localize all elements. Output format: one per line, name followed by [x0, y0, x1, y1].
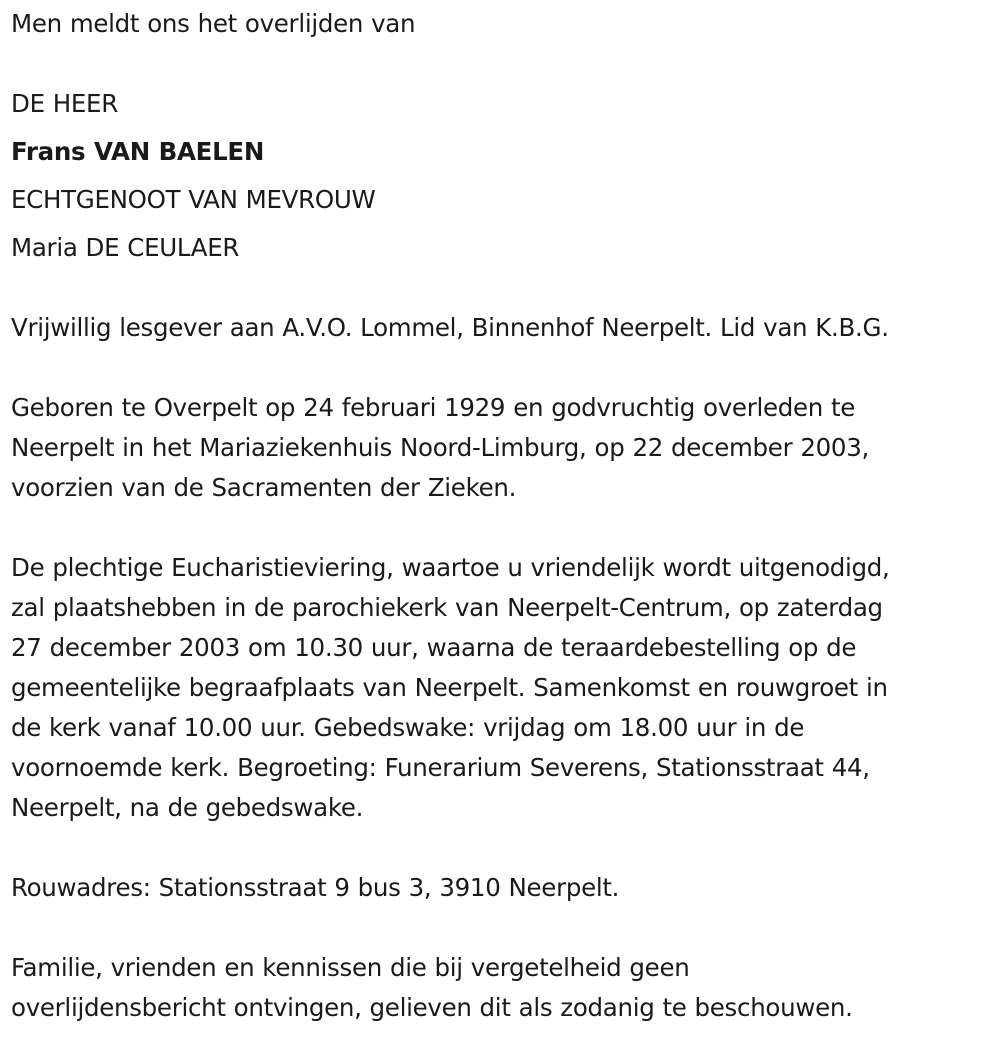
death-notice: [11, 4, 996, 1028]
paragraph-line: zal plaatshebben in de parochiekerk van Neerpelt-Centrum, op zaterdag: [11, 593, 883, 622]
closing-paragraph: [11, 948, 996, 1028]
paragraph-line: Geboren te Overpelt op 24 februari 1929 en godvruchtig overleden te: [11, 393, 856, 422]
paragraph-line: 27 december 2003 om 10.30 uur, waarna de teraardebestelling op de: [11, 633, 857, 662]
intro-text: Men meldt ons het overlijden van: [11, 9, 416, 38]
paragraph-line: De plechtige Eucharistieviering, waartoe u vriendelijk wordt uitgenodigd,: [11, 553, 890, 582]
spouse-name: Maria DE CEULAER: [11, 233, 240, 262]
deceased-title: DE HEER: [11, 89, 118, 118]
paragraph-line: overlijdensbericht ontvingen, gelieven dit als zodanig te beschouwen.: [11, 993, 853, 1022]
deceased-name: Frans VAN BAELEN: [11, 137, 265, 166]
paragraph-line: Neerpelt in het Mariaziekenhuis Noord-Limburg, op 22 december 2003,: [11, 433, 869, 462]
paragraph-line: de kerk vanaf 10.00 uur. Gebedswake: vrijdag om 18.00 uur in de: [11, 713, 805, 742]
paragraph-line: Familie, vrienden en kennissen die bij vergetelheid geen: [11, 953, 690, 982]
paragraph-line: gemeentelijke begraafplaats van Neerpelt. Samenkomst en rouwgroet in: [11, 673, 888, 702]
spouse-label: ECHTGENOOT VAN MEVROUW: [11, 185, 376, 214]
birth-death-paragraph: [11, 388, 996, 508]
ceremony-paragraph: [11, 548, 996, 828]
mourning-address: Rouwadres: Stationsstraat 9 bus 3, 3910 Neerpelt.: [11, 873, 620, 902]
paragraph-line: Neerpelt, na de gebedswake.: [11, 793, 364, 822]
paragraph-line: voorzien van de Sacramenten der Zieken.: [11, 473, 517, 502]
occupation-text: Vrijwillig lesgever aan A.V.O. Lommel, Binnenhof Neerpelt. Lid van K.B.G.: [11, 313, 889, 342]
paragraph-line: voornoemde kerk. Begroeting: Funerarium Severens, Stationsstraat 44,: [11, 753, 870, 782]
